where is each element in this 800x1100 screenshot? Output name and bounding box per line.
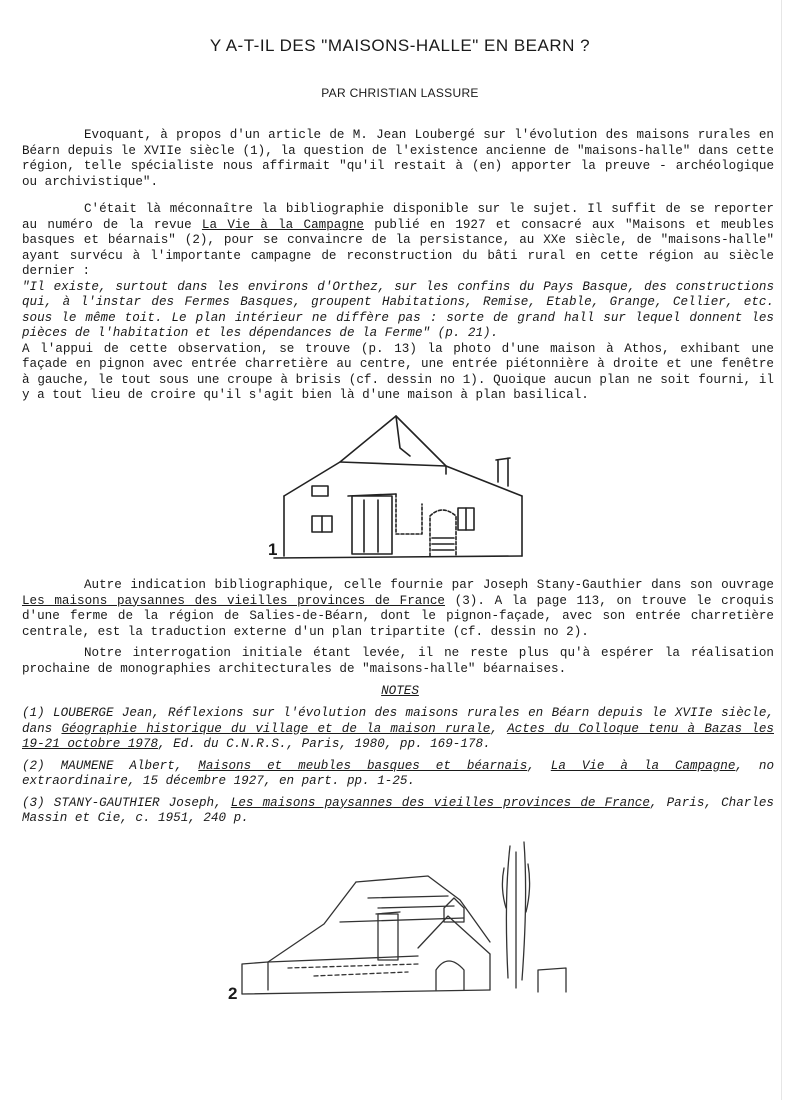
paragraph-2: C'était là méconnaître la bibliographie disponible sur le sujet. Il suffit de se reporter au numéro de la revue La Vie à la Campagne publié en 1927 et consacré aux "Maisons et meubles basques et béarnais" (2), pour se convaincre de la persistance, au XXe siècle, de "maisons-halle" ayant survécu à l'importante campagne de reconstruction du bâti rural en cette région au siècle dernier : (22, 202, 775, 278)
paragraph-1: Evoquant, à propos d'un article de M. Jean Loubergé sur l'évolution des maisons rurales en Béarn depuis le XVIIe siècle (1), la question de l'existence ancienne de "maisons-halle" dans cette région, telle spécialiste nous affirmait "qu'il restait à (en) apporter la preuve - archéologique ou archivistique". (22, 128, 774, 189)
figure-2-drawing (228, 838, 578, 1013)
quotation: "Il existe, surtout dans les environs d'Orthez, sur les confins du Pays Basque, des constructions qui, à l'instar des Fermes Basques, groupent Habitations, Remise, Etable, Grange, Cellier, etc. sous le même toit. Le plan intérieur ne diffère pas : sorte de grand hall sur lequel donnent les pièces de l'habitation et les dépendances de la Ferme" (p. 21). (22, 279, 774, 340)
notes-list (22, 706, 774, 833)
figure-1-drawing (260, 408, 530, 563)
figure-2-number: 2 (228, 984, 238, 1003)
note-2: (2) MAUMENE Albert, Maisons et meubles basques et béarnais, La Vie à la Campagne, no extraordinaire, 15 décembre 1927, en part. pp. 1-25. (22, 758, 775, 788)
house-sketch-1 (260, 408, 530, 563)
second-reference-block (22, 578, 774, 640)
house-sketch-2 (228, 838, 578, 1013)
figure-1-number: 1 (268, 540, 278, 559)
notes-heading: NOTES (381, 684, 419, 698)
page-edge (781, 0, 782, 1100)
intro-paragraph-block (22, 128, 774, 190)
paragraph-4: Autre indication bibliographique, celle fournie par Joseph Stany-Gauthier dans son ouvrage Les maisons paysannes des vieilles provinces de France (3). A la page 113, on trouve le croquis d'une ferme de la région de Salies-de-Béarn, dont le pignon-façade, avec son entrée charretière centrale, est la traduction externe d'un plan tripartite (cf. dessin no 2). (22, 578, 774, 639)
revue-title: La Vie à la Campagne (201, 217, 364, 232)
paragraph-3: A l'appui de cette observation, se trouve (p. 13) la photo d'une maison à Athos, exhibant une façade en pignon avec entrée charretière au centre, une entrée piétonnière à droite et une fenêtre à gauche, le tout sous une croupe à brisis (cf. dessin no 1). Quoique aucun plan ne soit fourni, il y a tout lieu de croire qu'il s'agit bien là d'une maison à plan basilical. (22, 341, 774, 402)
note-1: (1) LOUBERGE Jean, Réflexions sur l'évolution des maisons rurales en Béarn depuis le XVIIe siècle, dans Géographie historique du village et de la maison rurale, Actes du Colloque tenu à Bazas les 19-21 octobre 1978, Ed. du C.N.R.S., Paris, 1980, pp. 169-178. (22, 706, 774, 751)
book-title: Les maisons paysannes des vieilles provinces de France (22, 593, 445, 608)
conclusion-block (22, 646, 774, 677)
paragraph-5: Notre interrogation initiale étant levée, il ne reste plus qu'à espérer la réalisation prochaine de monographies architecturales de "maisons-halle" béarnaises. (22, 646, 774, 676)
note-3: (3) STANY-GAUTHIER Joseph, Les maisons paysannes des vieilles provinces de France, Paris, Charles Massin et Cie, c. 1951, 240 p. (22, 795, 774, 825)
article-title: Y A-T-IL DES "MAISONS-HALLE" EN BEARN ? (209, 36, 591, 55)
bibliography-paragraph-block (22, 202, 774, 404)
author-byline: PAR CHRISTIAN LASSURE (321, 86, 479, 100)
